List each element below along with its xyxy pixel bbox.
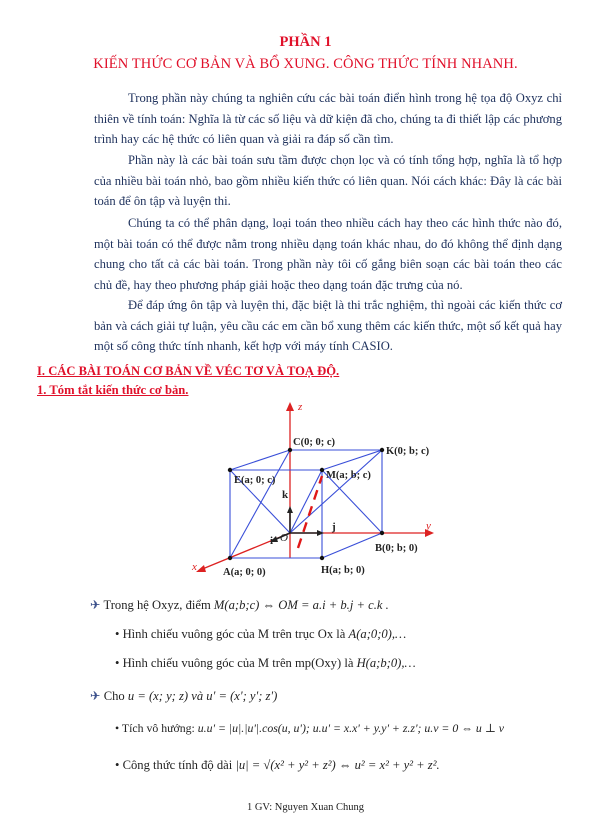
paragraph-2: Phần này là các bài toán sưu tầm được chọn lọc và có tính tổng hợp, nghĩa là tổ hợp của nhiều bài toán nhỏ, bao gồm nhiều kiến thức có liên quan. Nói cách khác: Đây là các bài toán để ôn tập và luyện thi. [94, 153, 562, 208]
part-title: KIẾN THỨC CƠ BẢN VÀ BỔ XUNG. CÔNG THỨC TÍNH NHANH. [93, 56, 518, 72]
vector-i-label: i [270, 535, 274, 547]
om-dashed-line [298, 476, 322, 548]
paragraph-1: Trong phần này chúng ta nghiên cứu các bài toán điển hình trong hệ tọa độ Oxyz chỉ thiên về tính toán: Nghĩa là từ các số liệu và dữ kiện đã cho, chúng ta đi thiết lập các phương trình hay các hệ thức có liên quan và giải ra đáp số cần tìm. [94, 91, 562, 146]
section-heading: I. CÁC BÀI TOÁN CƠ BẢN VỀ VÉC TƠ VÀ TOẠ ĐỘ. [37, 364, 340, 378]
bullet-point-definition: ✈ Trong hệ Oxyz, điểm M(a;b;c) ⇔ OM = a.i + b.j + c.k . [90, 598, 389, 612]
point-b-label: B(0; b; 0) [375, 543, 418, 554]
point-a-label: A(a; 0; 0) [223, 567, 266, 578]
dot-bullet-icon: • [115, 656, 120, 670]
origin-label: O [280, 532, 288, 544]
bullet-length: • Công thức tính độ dài |u| = √(x² + y² + z²) ⇔ u² = x² + y² + z². [115, 758, 440, 772]
bullet-vectors: ✈ Cho u = (x; y; z) và u' = (x'; y'; z') [90, 689, 278, 703]
x-axis-label: x [192, 561, 197, 573]
bullet-projection-ox: • Hình chiếu vuông góc của M trên trục Ox là A(a;0;0),… [115, 627, 407, 641]
bullet-dot-product: • Tích vô hướng: u.u' = |u|.|u'|.cos(u, u'); u.u' = x.x' + y.y' + z.z'; u.v = 0 ⇔ u ⊥ v [115, 721, 505, 735]
bullet-projection-oxy: • Hình chiếu vuông góc của M trên mp(Oxy) là H(a;b;0),… [115, 656, 416, 670]
subsection-heading: 1. Tóm tắt kiến thức cơ bản. [37, 383, 189, 397]
vector-j-label: j [332, 521, 336, 533]
coordinate-box-diagram [190, 398, 450, 583]
dot-bullet-icon: • [115, 758, 120, 772]
point-h-label: H(a; b; 0) [321, 565, 365, 576]
dot-bullet-icon: • [115, 627, 120, 641]
paragraph-3: Chúng ta có thể phân dạng, loại toán theo nhiều cách hay theo các hình thức nào đó, một bài toán có thể được nằm trong nhiều dạng toán khác nhau, do đó không thể định dạng chung cho tất cả các bài toán. Trong phần này tôi cố gắng biên soạn các bài toán theo các chủ đề, hay theo phương pháp giải hoặc theo dạng toán đặc trưng của nó. [94, 216, 562, 292]
page-footer: 1 GV: Nguyen Xuan Chung [246, 802, 365, 813]
airplane-bullet-icon: ✈ [90, 689, 101, 703]
part-heading: PHẦN 1 [279, 34, 332, 50]
airplane-bullet-icon: ✈ [90, 598, 101, 612]
z-axis-label: z [298, 401, 303, 413]
dot-bullet-icon: • [115, 721, 120, 735]
paragraph-4: Để đáp ứng ôn tập và luyện thi, đặc biệt là thi trắc nghiệm, thì ngoài các kiến thức cơ bản và cách giải tự luận, yêu cầu các em cần bổ xung thêm các kiến thức, một số kết quả hay một số công thức tính nhanh, kết hợp với máy tính CASIO. [94, 298, 562, 353]
y-axis-label: y [426, 520, 431, 532]
point-m-label: M(a; b; c) [326, 470, 371, 481]
point-c-label: C(0; 0; c) [293, 437, 335, 448]
vector-k-label: k [282, 489, 289, 501]
point-e-label: E(a; 0; c) [234, 475, 276, 486]
point-k-label: K(0; b; c) [386, 446, 430, 457]
